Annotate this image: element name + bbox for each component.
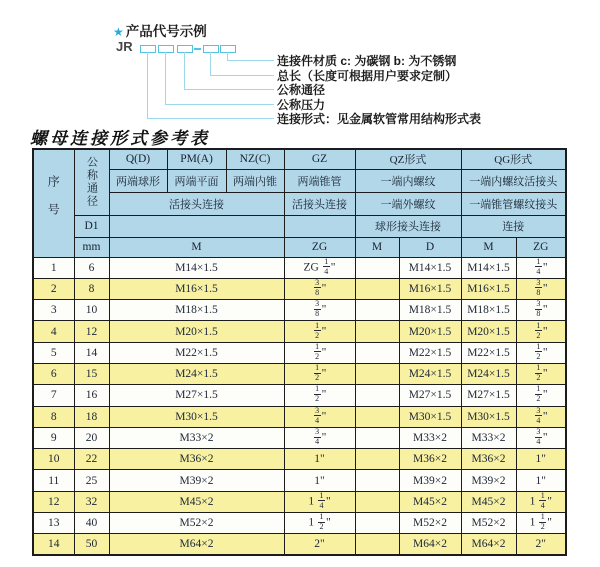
cell-qz-d: M45×2 [399, 491, 461, 512]
cell-qz-d: M27×1.5 [399, 385, 461, 406]
fraction: $\frac{3}{8}$ [536, 278, 541, 297]
cell-m: M16×1.5 [109, 278, 284, 299]
header-col-qz: QZ形式 [355, 149, 461, 169]
table-row [33, 321, 566, 342]
table-row [33, 470, 566, 491]
cell-seq: 3 [33, 300, 74, 321]
cell-dn: 40 [74, 513, 109, 534]
callout-line-5 [147, 52, 274, 119]
header-mm: mm [74, 237, 109, 257]
cell-qg-zg: $\frac{1}{2}$ " [516, 363, 566, 384]
cell-qg-m: M27×1.5 [461, 385, 516, 406]
cell-dn: 32 [74, 491, 109, 512]
cell-qg-zg: $\frac{1}{2}$ " [516, 385, 566, 406]
cell-qz-d: M33×2 [399, 427, 461, 448]
fraction: $\frac{3}{4}$ [315, 427, 320, 447]
callout-label-connection: 连接形式：见金属软管常用结构形式表 [277, 112, 482, 126]
cell-qz-m [355, 363, 399, 384]
cell-qz-d: M39×2 [399, 470, 461, 491]
cell-qg-zg: $\frac{3}{4}$ " [516, 427, 566, 448]
header-gz-sub: 两端锥管 [284, 169, 355, 192]
cell-qg-m: M22×1.5 [461, 342, 516, 363]
cell-qg-m: M45×2 [461, 491, 516, 512]
header-unit-qz-d: D [399, 237, 461, 257]
cell-m: M30×1.5 [109, 406, 284, 427]
cell-qg-zg: 1" [516, 449, 566, 470]
cell-qg-zg: $\frac{1}{4}$ " [516, 257, 566, 278]
cell-qz-m [355, 491, 399, 512]
cell-seq: 1 [33, 257, 74, 278]
cell-dn: 25 [74, 470, 109, 491]
header-unit-qg-zg: ZG [516, 237, 566, 257]
cell-dn: 10 [74, 300, 109, 321]
cell-seq: 9 [33, 427, 74, 448]
cell-gz: $\frac{3}{4}$ " [284, 427, 355, 448]
header-qg-sub2: 一端锥管螺纹接头 [461, 192, 566, 215]
fraction: $\frac{3}{8}$ [536, 299, 541, 319]
cell-qz-d: M20×1.5 [399, 321, 461, 342]
cell-m: M64×2 [109, 534, 284, 555]
table-row [33, 300, 566, 321]
header-gz-conn: 活接头连接 [284, 192, 355, 215]
header-qz-sub1: 一端内螺纹 [355, 169, 461, 192]
fraction: $\frac{1}{2}$ [536, 384, 541, 404]
cell-seq: 5 [33, 342, 74, 363]
cell-qz-d: M30×1.5 [399, 406, 461, 427]
cell-qg-zg: 1" [516, 470, 566, 491]
cell-qg-m: M20×1.5 [461, 321, 516, 342]
cell-qg-zg: $\frac{3}{8}$ " [516, 300, 566, 321]
table-title: 螺母连接形式参考表 [30, 129, 210, 149]
table-row [33, 449, 566, 470]
cell-gz: $\frac{3}{8}$ " [284, 278, 355, 299]
header-pm-sub: 两端平面 [167, 169, 226, 192]
diagram-title [113, 20, 207, 40]
cell-dn: 22 [74, 449, 109, 470]
callout-label-length: 总长（长度可根据用户要求定制） [277, 69, 458, 83]
cell-qz-m [355, 257, 399, 278]
header-unit-zg: ZG [284, 237, 355, 257]
cell-seq: 8 [33, 406, 74, 427]
cell-qg-m: M33×2 [461, 427, 516, 448]
cell-qz-d: M22×1.5 [399, 342, 461, 363]
header-empty-gz [284, 215, 355, 237]
header-col-q: Q(D) [109, 149, 167, 169]
header-empty-left [109, 215, 284, 237]
cell-gz: 2" [284, 534, 355, 555]
cell-dn: 14 [74, 342, 109, 363]
cell-seq: 10 [33, 449, 74, 470]
cell-qg-zg: 2" [516, 534, 566, 555]
fraction: $\frac{1}{2}$ [540, 512, 545, 532]
cell-qg-zg: 1 $\frac{1}{2}$ " [516, 513, 566, 534]
star-icon: ★ [113, 25, 124, 39]
header-unit-m: M [109, 237, 284, 257]
cell-qg-m: M36×2 [461, 449, 516, 470]
callout-label-pressure: 公称压力 [277, 98, 326, 112]
cell-dn: 12 [74, 321, 109, 342]
cell-gz: $\frac{3}{8}$ " [284, 300, 355, 321]
table-row [33, 534, 566, 555]
cell-qg-m: M24×1.5 [461, 363, 516, 384]
cell-qz-d: M14×1.5 [399, 257, 461, 278]
table-row [33, 257, 566, 278]
cell-qg-m: M52×2 [461, 513, 516, 534]
cell-qg-zg: $\frac{1}{2}$ " [516, 342, 566, 363]
cell-qg-zg: 1 $\frac{1}{4}$ " [516, 491, 566, 512]
cell-gz: $\frac{1}{2}$ " [284, 342, 355, 363]
cell-m: M52×2 [109, 513, 284, 534]
cell-qz-m [355, 321, 399, 342]
fraction: $\frac{3}{4}$ [315, 406, 320, 425]
fraction: $\frac{1}{4}$ [319, 491, 324, 510]
header-col-qg: QG形式 [461, 149, 566, 169]
cell-gz: 1" [284, 449, 355, 470]
fraction: $\frac{3}{8}$ [315, 278, 320, 297]
header-qz-sub2: 一端外螺纹 [355, 192, 461, 215]
fraction: $\frac{1}{2}$ [315, 320, 320, 340]
fraction: $\frac{1}{2}$ [319, 512, 324, 532]
header-qz-conn: 球形接头连接 [355, 215, 461, 237]
header-q-sub: 两端球形 [109, 169, 167, 192]
header-left-conn: 活接头连接 [109, 192, 284, 215]
cell-seq: 12 [33, 491, 74, 512]
cell-gz: $\frac{1}{2}$ " [284, 363, 355, 384]
cell-qg-m: M16×1.5 [461, 278, 516, 299]
table-row [33, 513, 566, 534]
fraction: $\frac{1}{2}$ [536, 363, 541, 383]
product-code-diagram [0, 0, 600, 130]
cell-seq: 2 [33, 278, 74, 299]
fraction: $\frac{1}{4}$ [536, 257, 541, 276]
cell-dn: 50 [74, 534, 109, 555]
cell-qz-d: M36×2 [399, 449, 461, 470]
cell-gz: 1 $\frac{1}{4}$ " [284, 491, 355, 512]
cell-qz-m [355, 300, 399, 321]
cell-qg-m: M18×1.5 [461, 300, 516, 321]
fraction: $\frac{1}{4}$ [324, 257, 329, 276]
header-qg-sub1: 一端内螺纹活接头 [461, 169, 566, 192]
table-row [33, 342, 566, 363]
header-dn: 公称通径 [74, 149, 109, 215]
cell-qz-m [355, 449, 399, 470]
cell-qz-d: M18×1.5 [399, 300, 461, 321]
cell-qz-m [355, 278, 399, 299]
fraction: $\frac{1}{2}$ [536, 320, 541, 340]
cell-qg-zg: $\frac{3}{4}$ " [516, 406, 566, 427]
cell-dn: 15 [74, 363, 109, 384]
fraction: $\frac{1}{2}$ [315, 384, 320, 404]
cell-gz: ZG $\frac{1}{4}$ " [284, 257, 355, 278]
cell-dn: 20 [74, 427, 109, 448]
cell-dn: 16 [74, 385, 109, 406]
header-qg-conn: 连接 [461, 215, 566, 237]
diagram-title-text: 产品代号示例 [125, 24, 207, 39]
cell-gz: $\frac{1}{2}$ " [284, 321, 355, 342]
cell-m: M20×1.5 [109, 321, 284, 342]
fraction: $\frac{3}{4}$ [536, 406, 541, 425]
table-row [33, 406, 566, 427]
header-unit-qz-m: M [355, 237, 399, 257]
cell-qz-m [355, 406, 399, 427]
table-row [33, 278, 566, 299]
header-col-gz: GZ [284, 149, 355, 169]
cell-qz-d: M64×2 [399, 534, 461, 555]
nut-connection-table [32, 148, 567, 556]
code-dash [194, 48, 201, 50]
cell-dn: 6 [74, 257, 109, 278]
code-prefix: JR [116, 39, 133, 54]
cell-gz: $\frac{1}{2}$ " [284, 385, 355, 406]
fraction: $\frac{1}{4}$ [540, 491, 545, 510]
header-col-pm: PM(A) [167, 149, 226, 169]
cell-qz-m [355, 427, 399, 448]
fraction: $\frac{1}{2}$ [315, 342, 320, 361]
cell-gz: $\frac{3}{4}$ " [284, 406, 355, 427]
cell-m: M14×1.5 [109, 257, 284, 278]
cell-dn: 18 [74, 406, 109, 427]
cell-seq: 4 [33, 321, 74, 342]
cell-gz: 1 $\frac{1}{2}$ " [284, 513, 355, 534]
table-row [33, 491, 566, 512]
cell-m: M36×2 [109, 449, 284, 470]
header-seq: 序号 [33, 149, 74, 257]
cell-m: M24×1.5 [109, 363, 284, 384]
callout-label-diameter: 公称通径 [277, 83, 326, 97]
fraction: $\frac{1}{2}$ [315, 363, 320, 383]
fraction: $\frac{3}{4}$ [536, 427, 541, 447]
cell-seq: 14 [33, 534, 74, 555]
cell-qg-m: M30×1.5 [461, 406, 516, 427]
fraction: $\frac{1}{2}$ [536, 342, 541, 361]
cell-qg-m: M64×2 [461, 534, 516, 555]
fraction: $\frac{3}{8}$ [315, 299, 320, 319]
cell-m: M22×1.5 [109, 342, 284, 363]
cell-seq: 7 [33, 385, 74, 406]
header-col-nz: NZ(C) [226, 149, 284, 169]
cell-qg-zg: $\frac{3}{8}$ " [516, 278, 566, 299]
cell-qz-d: M24×1.5 [399, 363, 461, 384]
cell-qz-m [355, 513, 399, 534]
callout-label-material: 连接件材质 c: 为碳钢 b: 为不锈钢 [277, 54, 457, 68]
table-body [33, 257, 566, 555]
cell-qz-m [355, 342, 399, 363]
cell-qz-d: M16×1.5 [399, 278, 461, 299]
cell-m: M27×1.5 [109, 385, 284, 406]
cell-qg-zg: $\frac{1}{2}$ " [516, 321, 566, 342]
cell-qz-m [355, 470, 399, 491]
cell-qg-m: M14×1.5 [461, 257, 516, 278]
table-row [33, 385, 566, 406]
cell-m: M33×2 [109, 427, 284, 448]
cell-qz-d: M52×2 [399, 513, 461, 534]
cell-seq: 13 [33, 513, 74, 534]
cell-qg-m: M39×2 [461, 470, 516, 491]
cell-seq: 11 [33, 470, 74, 491]
header-unit-qg-m: M [461, 237, 516, 257]
cell-qz-m [355, 534, 399, 555]
cell-m: M39×2 [109, 470, 284, 491]
header-d1: D1 [74, 215, 109, 237]
cell-gz: 1" [284, 470, 355, 491]
table-row [33, 427, 566, 448]
table-row [33, 363, 566, 384]
cell-dn: 8 [74, 278, 109, 299]
cell-m: M45×2 [109, 491, 284, 512]
cell-m: M18×1.5 [109, 300, 284, 321]
header-nz-sub: 两端内锥 [226, 169, 284, 192]
cell-qz-m [355, 385, 399, 406]
cell-seq: 6 [33, 363, 74, 384]
